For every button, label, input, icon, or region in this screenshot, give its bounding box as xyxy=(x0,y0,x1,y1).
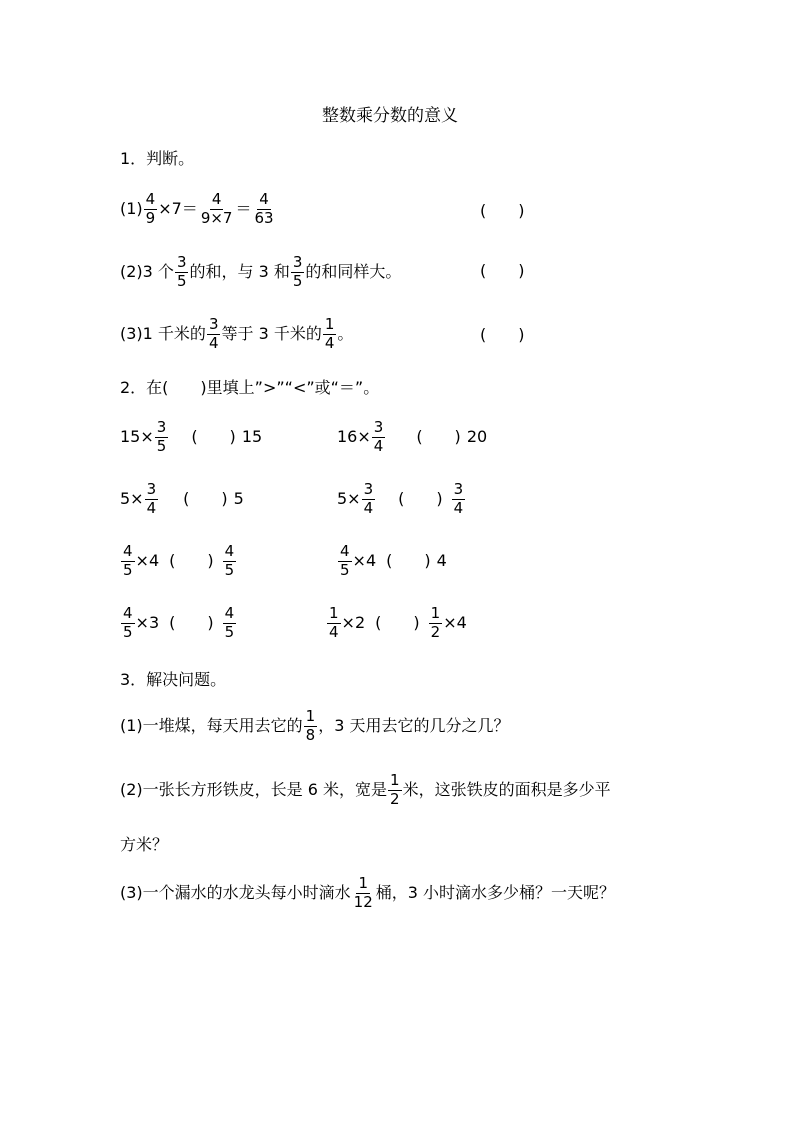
compare-blank[interactable]: ( ) xyxy=(169,613,214,633)
fraction: $\frac{3}{5}$ xyxy=(156,418,167,455)
judge-2-mid: 的和，与 3 和 xyxy=(189,262,290,282)
page-title: 整数乘分数的意义 xyxy=(322,106,458,126)
fraction: $\frac{4}{5}$ xyxy=(123,542,133,579)
expr-text: 5× xyxy=(337,489,361,509)
compare-blank[interactable]: ( ) xyxy=(169,551,214,571)
compare-blank[interactable]: ( ) xyxy=(416,427,461,447)
compare-item xyxy=(326,606,467,641)
problem-text: 桶，3 小时滴水多少桶？一天呢？ xyxy=(375,883,616,903)
compare-blank[interactable]: ( ) xyxy=(398,489,443,509)
fraction: $\frac{1}{12}$ xyxy=(353,874,373,911)
expr-text: 5 xyxy=(233,489,244,509)
fraction: $\frac{3}{4}$ xyxy=(208,315,219,352)
fraction: $\frac{4}{5}$ xyxy=(224,604,235,641)
compare-item xyxy=(120,606,237,641)
problem-2-continued: 方米？ xyxy=(120,835,169,854)
compare-item xyxy=(337,420,487,455)
fraction: $\frac{1}{8}$ xyxy=(305,707,316,744)
fraction: $\frac{3}{5}$ xyxy=(176,253,187,290)
section-3-heading: 3．解决问题。 xyxy=(120,670,227,689)
fraction: $\frac{4}{63}$ xyxy=(254,190,274,227)
compare-item xyxy=(120,420,262,455)
expr-text: 15× xyxy=(120,427,154,447)
compare-blank[interactable]: ( ) xyxy=(183,489,228,509)
expr-text: ×4 xyxy=(352,551,377,571)
judge-3-mid: 等于 3 千米的 xyxy=(221,324,322,344)
fraction: $\frac{3}{4}$ xyxy=(146,480,157,517)
judge-1-prefix: (1) xyxy=(120,199,143,219)
judge-3-tail: 。 xyxy=(337,324,354,344)
judge-item-3 xyxy=(120,317,353,352)
expr-text: 5× xyxy=(120,489,144,509)
judge-3-prefix: (3)1 千米的 xyxy=(120,324,206,344)
fraction: $\frac{1}{4}$ xyxy=(324,315,335,352)
fraction: $\frac{4}{9}$ xyxy=(145,190,156,227)
fraction: $\frac{4}{5}$ xyxy=(123,604,133,641)
problem-text: (3)一个漏水的水龙头每小时滴水 xyxy=(120,883,351,903)
compare-blank[interactable]: ( ) xyxy=(375,613,420,633)
fraction: $\frac{3}{4}$ xyxy=(453,480,464,517)
compare-item xyxy=(120,482,244,517)
section-1-heading: 1．判断。 xyxy=(120,149,195,168)
judge-2-prefix: (2)3 个 xyxy=(120,262,174,282)
expr-text: ×4 xyxy=(443,613,467,633)
problem-text: 米，这张铁皮的面积是多少平 xyxy=(402,780,611,800)
problem-text: ，3 天用去它的几分之几？ xyxy=(318,716,510,736)
expr-text: 15 xyxy=(241,427,263,447)
expr-text: 4 xyxy=(436,551,447,571)
fraction: $\frac{1}{2}$ xyxy=(390,771,400,808)
equals-sign: ＝ xyxy=(235,199,252,219)
fraction: $\frac{4}{5}$ xyxy=(340,542,350,579)
compare-item xyxy=(120,544,237,579)
problem-text: (1)一堆煤，每天用去它的 xyxy=(120,716,303,736)
expr-text: 20 xyxy=(466,427,488,447)
judge-item-1 xyxy=(120,192,277,227)
compare-item xyxy=(337,482,466,517)
expr-text: 16× xyxy=(337,427,371,447)
expr-text: ×3 xyxy=(135,613,160,633)
judge-item-2 xyxy=(120,255,401,290)
compare-item xyxy=(337,544,447,579)
section-2-heading: 2．在( )里填上”>”“<”或“＝”。 xyxy=(120,378,380,397)
expr-text: ×4 xyxy=(135,551,160,571)
fraction: $\frac{3}{4}$ xyxy=(373,418,384,455)
fraction: $\frac{1}{4}$ xyxy=(329,604,339,641)
fraction: $\frac{4}{9\times 7}$ xyxy=(200,190,233,227)
problem-2 xyxy=(120,773,611,808)
answer-blank-1[interactable]: ( ) xyxy=(480,201,525,220)
answer-blank-3[interactable]: ( ) xyxy=(480,325,525,344)
answer-blank-2[interactable]: ( ) xyxy=(480,261,525,280)
judge-1-times: ×7＝ xyxy=(158,199,198,219)
expr-text: ×2 xyxy=(341,613,366,633)
fraction: $\frac{3}{5}$ xyxy=(292,253,303,290)
compare-blank[interactable]: ( ) xyxy=(191,427,236,447)
fraction: $\frac{1}{2}$ xyxy=(430,604,441,641)
compare-blank[interactable]: ( ) xyxy=(386,551,431,571)
fraction: $\frac{3}{4}$ xyxy=(363,480,374,517)
problem-1 xyxy=(120,709,510,744)
fraction: $\frac{4}{5}$ xyxy=(224,542,235,579)
judge-2-tail: 的和同样大。 xyxy=(305,262,402,282)
problem-text: (2)一张长方形铁皮，长是 6 米，宽是 xyxy=(120,780,388,800)
problem-3 xyxy=(120,876,615,911)
